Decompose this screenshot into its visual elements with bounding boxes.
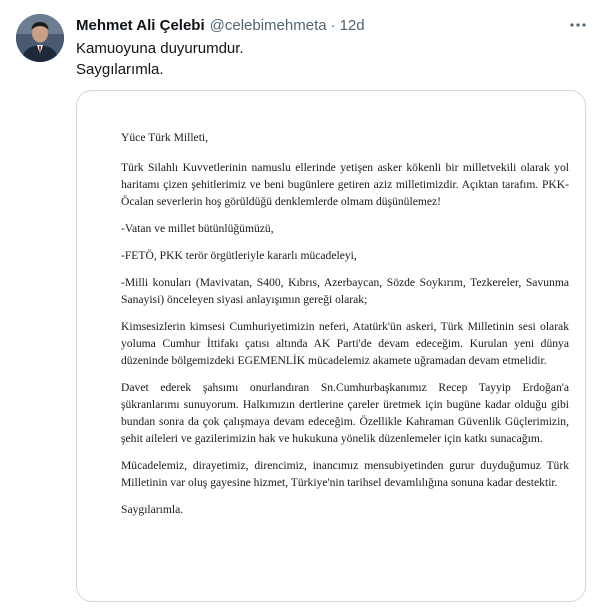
letter-paragraph: -Milli konuları (Mavivatan, S400, Kıbrıs, Azerbaycan, Sözde Soykırım, Tezkereler, Savunma Sanayisi) önceleyen siyasi anlayışımın gereği olarak; <box>121 276 569 306</box>
tweet-text <box>76 38 590 80</box>
letter-paragraph: Mücadelemiz, dirayetimiz, direncimiz, inancımız mensubiyetinden gurur duyduğumuz Türk Milletinin var oluş gayesine hizmet, Türkiye'nin tarihsel devamlılığına sonuna kadar destektir. <box>121 459 569 489</box>
letter-document <box>121 129 569 528</box>
tweet-text-line: Kamuoyuna duyurumdur. <box>76 40 244 57</box>
separator-dot: · <box>330 16 336 34</box>
letter-paragraph: Davet ederek şahsımı onurlandıran Sn.Cumhurbaşkanımız Recep Tayyip Erdoğan'a şükranlarımı sunuyorum. Halkımızın dertlerine çareler üretmek için bugüne kadar olduğu gibi bundan sonra da çok çalışmaya devam edeceğim. Özellikle Kahraman Güvenlik Güçlerimizin, şehit aileleri ve gazilerimizin hak ve hukukuna yönelik düzenlemeler için katkı sunacağım. <box>121 381 569 445</box>
tweet-text-line: Saygılarımla. <box>76 61 164 78</box>
tweet-timestamp[interactable]: 12d <box>339 16 365 34</box>
author-handle[interactable]: @celebimehmeta <box>209 16 327 34</box>
letter-paragraph: Türk Silahlı Kuvvetlerinin namuslu ellerinde yetişen asker kökenli bir milletvekili olarak yol haritamı çizen şehitlerimiz ve beni bugünlere getiren aziz milletimizdir. Açıktan tarafım. PKK-Öcalan severlerin hoş görüldüğü denklemlerde olmam düşünülemez! <box>121 161 569 208</box>
letter-paragraph: -Vatan ve millet bütünlüğümüzü, <box>121 222 274 235</box>
letter-closing: Saygılarımla. <box>121 503 184 516</box>
letter-paragraph: Kimsesizlerin kimsesi Cumhuriyetimizin neferi, Atatürk'ün askeri, Türk Milletinin sesi olarak yoluma Cumhur İttifakı çatısı altında AK Parti'de devam edeceğim. Kurulan yeni dünya düzeninde bölgemizdeki EGEMENLİK mücadelemiz akamete uğramadan devam etmelidir. <box>121 320 569 367</box>
avatar[interactable] <box>16 14 64 62</box>
avatar-photo <box>16 14 64 62</box>
letter-salutation: Yüce Türk Milleti, <box>121 131 209 144</box>
more-options-button[interactable] <box>568 15 588 35</box>
tweet-header <box>76 14 590 36</box>
letter-paragraph: -FETÖ, PKK terör örgütleriyle kararlı mücadeleyi, <box>121 249 357 262</box>
more-options-icon <box>569 16 587 34</box>
tweet-media-image[interactable] <box>76 90 586 602</box>
author-name[interactable]: Mehmet Ali Çelebi <box>76 16 205 34</box>
